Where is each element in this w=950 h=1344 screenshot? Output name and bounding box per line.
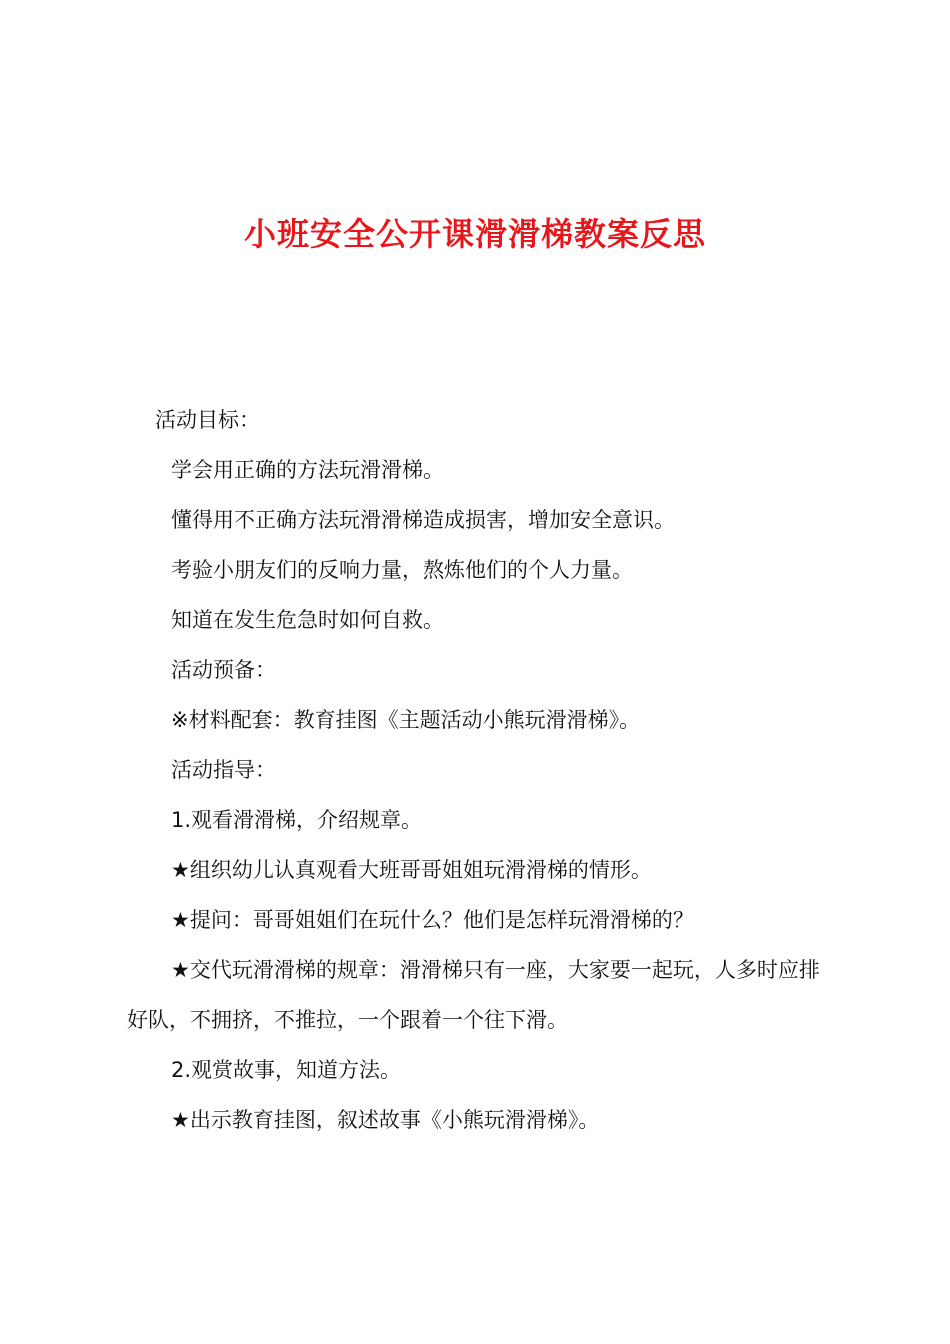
paragraph-step-2: 2.观赏故事，知道方法。: [171, 1058, 402, 1082]
paragraph-step-1-c: ★交代玩滑滑梯的规章：滑滑梯只有一座，大家要一起玩，人多时应排好队，不拥挤，不推拉，一个跟着一个往下滑。: [127, 958, 820, 1032]
document-title: 小班安全公开课滑滑梯教案反思: [243, 215, 706, 253]
paragraph-goal-2: 懂得用不正确方法玩滑滑梯造成损害，增加安全意识。: [171, 508, 675, 532]
paragraph-step-1: 1.观看滑滑梯，介绍规章。: [171, 808, 423, 832]
paragraph-goal-4: 知道在发生危急时如何自救。: [171, 608, 444, 632]
paragraph-guidance-heading: 活动指导：: [171, 758, 276, 782]
paragraph-preparation-heading: 活动预备：: [171, 658, 276, 682]
paragraph-goal-1: 学会用正确的方法玩滑滑梯。: [171, 458, 444, 482]
paragraph-step-2-a: ★出示教育挂图，叙述故事《小熊玩滑滑梯》。: [171, 1108, 600, 1132]
paragraph-step-1-a: ★组织幼儿认真观看大班哥哥姐姐玩滑滑梯的情形。: [171, 858, 652, 882]
document-body: [127, 395, 837, 1145]
paragraph-goal-3: 考验小朋友们的反响力量，熬炼他们的个人力量。: [171, 558, 633, 582]
paragraph-materials: ※材料配套：教育挂图《主题活动小熊玩滑滑梯》。: [171, 708, 641, 732]
paragraph-step-1-b: ★提问：哥哥姐姐们在玩什么？他们是怎样玩滑滑梯的？: [171, 908, 694, 932]
paragraph-activity-goals-heading: 活动目标：: [155, 408, 260, 432]
